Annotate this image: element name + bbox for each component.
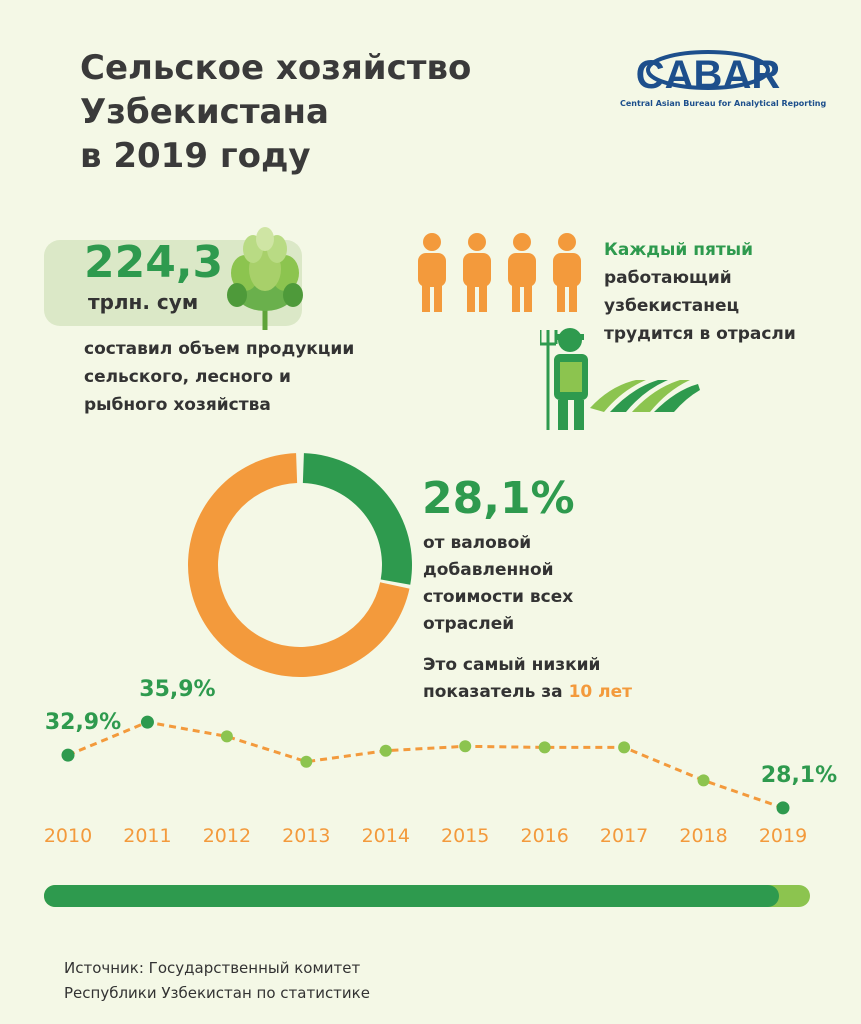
data-point-2017	[618, 741, 630, 753]
x-tick-label-2016: 2016	[520, 825, 569, 847]
workers-highlight: Каждый пятый	[604, 240, 754, 260]
data-point-2018	[698, 774, 710, 786]
workers-line-2: работающий	[604, 268, 732, 288]
share-desc-line-3: стоимости всех	[423, 587, 574, 607]
x-tick-label-2012: 2012	[202, 825, 252, 847]
workers-line-3: узбекистанец	[604, 296, 740, 316]
output-value: 224,3	[84, 237, 224, 288]
people-icon	[410, 232, 590, 312]
x-tick-label-2014: 2014	[361, 825, 410, 847]
data-point-2011	[141, 716, 154, 729]
note-highlight: 10 лет	[568, 682, 632, 702]
data-label-2019: 28,1%	[760, 762, 838, 788]
output-desc-line-3: рыбного хозяйства	[84, 395, 271, 415]
x-tick-label-2013: 2013	[282, 825, 331, 847]
x-tick-label-2017: 2017	[599, 825, 649, 847]
workers-text	[604, 236, 844, 348]
x-tick-label-2010: 2010	[43, 825, 93, 847]
data-point-2015	[459, 740, 471, 752]
data-point-2013	[300, 756, 312, 768]
output-description	[84, 335, 404, 419]
share-line-chart	[0, 670, 861, 860]
title-line-1: Сельское хозяйство	[80, 48, 472, 88]
output-desc-line-2: сельского, лесного и	[84, 367, 291, 387]
data-label-2010: 32,9%	[44, 710, 122, 736]
title-line-3: в 2019 году	[80, 136, 311, 176]
data-point-2014	[380, 745, 392, 757]
data-label-2011: 35,9%	[139, 677, 216, 703]
progress-bar-fill	[44, 885, 779, 907]
data-point-2016	[539, 741, 551, 753]
output-unit: трлн. сум	[88, 290, 199, 314]
x-tick-label-2018: 2018	[679, 825, 728, 847]
logo-wordmark: CABAR	[635, 53, 781, 97]
source-line-1: Источник: Государственный комитет	[64, 959, 361, 977]
series-line	[68, 722, 783, 808]
note-line-2-prefix: показатель за	[423, 682, 569, 702]
share-desc-line-2: добавленной	[423, 560, 554, 580]
person-icon	[463, 233, 491, 312]
person-icon	[553, 233, 581, 312]
logo-subtitle: Central Asian Bureau for Analytical Reporting	[620, 99, 827, 108]
x-tick-label-2011: 2011	[123, 825, 172, 847]
x-tick-label-2019: 2019	[758, 825, 808, 847]
data-point-2019	[777, 801, 790, 814]
output-desc-line-1: составил объем продукции	[84, 339, 355, 359]
source-note	[64, 956, 484, 1006]
donut-slice-agriculture	[303, 453, 412, 585]
person-icon	[508, 233, 536, 312]
source-line-2: Республики Узбекистан по статистике	[64, 984, 370, 1002]
share-donut-chart	[180, 445, 420, 685]
share-desc-line-4: отраслей	[423, 614, 515, 634]
share-description	[423, 530, 643, 638]
workers-line-4: трудится в отрасли	[604, 324, 796, 344]
x-tick-label-2015: 2015	[441, 825, 490, 847]
page-title	[80, 46, 500, 178]
note-line-1: Это самый низкий	[423, 655, 601, 675]
person-icon	[418, 233, 446, 312]
share-value: 28,1%	[422, 473, 575, 524]
data-point-2012	[221, 730, 233, 742]
artichoke-icon	[215, 225, 315, 335]
data-point-2010	[62, 749, 75, 762]
share-desc-line-1: от валовой	[423, 533, 532, 553]
title-line-2: Узбекистана	[80, 92, 329, 132]
